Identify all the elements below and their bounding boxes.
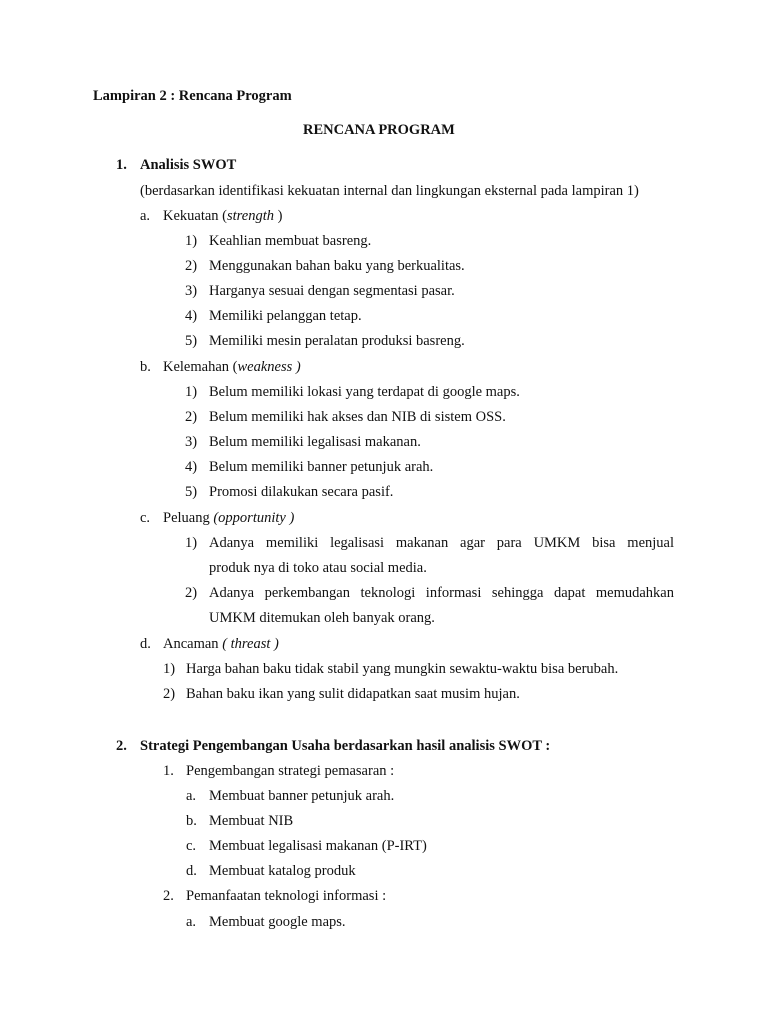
section1-intro: (berdasarkan identifikasi kekuatan internal dan lingkungan eksternal pada lampiran 1) [140, 183, 639, 199]
section1-number: 1. [116, 157, 127, 173]
list-item-number: 2) [185, 585, 198, 601]
list-item: Promosi dilakukan secara pasif. [209, 484, 394, 500]
weakness-label: Kelemahan ( [163, 359, 238, 375]
weakness-letter: b. [140, 359, 151, 375]
list-item: Belum memiliki banner petunjuk arah. [209, 459, 434, 475]
list-item-number: 5) [185, 484, 198, 500]
list-item: Belum memiliki hak akses dan NIB di sistem OSS. [209, 409, 506, 425]
strength-label: Kekuatan ( [163, 208, 228, 224]
lampiran-heading: Lampiran 2 : Rencana Program [93, 88, 292, 104]
strength-close: ) [274, 208, 283, 224]
list-item: Menggunakan bahan baku yang berkualitas. [209, 258, 465, 274]
list-item: Adanya perkembangan teknologi informasi sehingga dapat memudahkan [209, 585, 674, 601]
list-item-letter: c. [186, 838, 197, 854]
strength-term: strength [227, 208, 275, 224]
list-item-number: 4) [185, 308, 198, 324]
weakness-heading [163, 358, 301, 376]
section1-title: Analisis SWOT [140, 157, 237, 173]
sub2-title: Pemanfaatan teknologi informasi : [186, 888, 387, 904]
list-item: Keahlian membuat basreng. [209, 233, 372, 249]
opportunity-heading [163, 509, 294, 527]
list-item-number: 3) [185, 434, 198, 450]
list-item: Bahan baku ikan yang sulit didapatkan saat musim hujan. [186, 686, 520, 702]
opportunity-label: Peluang [163, 510, 214, 526]
threat-term: ( threast ) [222, 636, 279, 652]
strength-heading [163, 207, 282, 225]
threat-label: Ancaman [163, 636, 223, 652]
list-item-number: 2) [163, 686, 176, 702]
section2-number: 2. [116, 738, 127, 754]
list-item: Harganya sesuai dengan segmentasi pasar. [209, 283, 455, 299]
list-item-letter: a. [186, 914, 197, 930]
sub1-title: Pengembangan strategi pemasaran : [186, 763, 395, 779]
opportunity-letter: c. [140, 510, 151, 526]
list-item-number: 3) [185, 283, 198, 299]
list-item: Membuat banner petunjuk arah. [209, 788, 395, 804]
list-item-letter: a. [186, 788, 197, 804]
sub1-number: 1. [163, 763, 174, 779]
list-item-letter: b. [186, 813, 197, 829]
threat-heading [163, 635, 279, 653]
list-item-number: 1) [163, 661, 176, 677]
document-title: RENCANA PROGRAM [303, 122, 455, 138]
list-item-number: 2) [185, 409, 198, 425]
list-item: Belum memiliki legalisasi makanan. [209, 434, 421, 450]
list-item: Membuat google maps. [209, 914, 346, 930]
list-item: Membuat legalisasi makanan (P-IRT) [209, 838, 427, 854]
weakness-term: weakness ) [237, 359, 301, 375]
list-item: Membuat NIB [209, 813, 294, 829]
list-item: Memiliki pelanggan tetap. [209, 308, 362, 324]
list-item-number: 1) [185, 384, 198, 400]
opportunity-term: (opportunity ) [213, 510, 295, 526]
list-item-number: 1) [185, 233, 198, 249]
section2-title: Strategi Pengembangan Usaha berdasarkan hasil analisis SWOT : [140, 738, 551, 754]
list-item-number: 5) [185, 333, 198, 349]
list-item: Memiliki mesin peralatan produksi basreng. [209, 333, 465, 349]
list-item: Membuat katalog produk [209, 863, 356, 879]
list-item-number: 1) [185, 535, 198, 551]
list-item: Harga bahan baku tidak stabil yang mungkin sewaktu-waktu bisa berubah. [186, 661, 619, 677]
threat-letter: d. [140, 636, 151, 652]
list-item-number: 2) [185, 258, 198, 274]
list-item-letter: d. [186, 863, 197, 879]
sub2-number: 2. [163, 888, 174, 904]
list-item-continuation: produk nya di toko atau social media. [209, 560, 427, 576]
list-item-continuation: UMKM ditemukan oleh banyak orang. [209, 610, 435, 626]
list-item: Adanya memiliki legalisasi makanan agar para UMKM bisa menjual [209, 535, 674, 551]
strength-letter: a. [140, 208, 151, 224]
list-item-number: 4) [185, 459, 198, 475]
list-item: Belum memiliki lokasi yang terdapat di google maps. [209, 384, 520, 400]
